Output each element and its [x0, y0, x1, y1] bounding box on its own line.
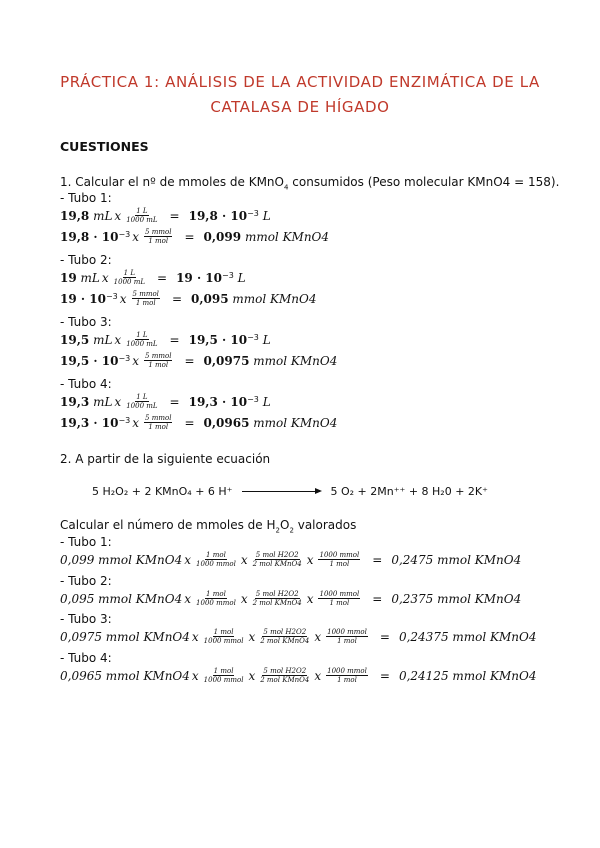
reaction-reactants: 5 H₂O₂ + 2 KMnO₄ + 6 H⁺ [92, 485, 233, 498]
tube-label: - Tubo 2: [60, 253, 112, 267]
mmol-conversion: 19,5 · 10 $^{-3}$ x $\frac{\text{5 mmol}}{\text{1 mol}}$ = 0,0975 mmol KMnO4 [60, 352, 338, 369]
volume-conversion: 19,3 mL x $\frac{1 L}{1000 mL}$ = 19,3 · 10 $^{-3}$ L [60, 393, 271, 410]
title-line-1: PRÁCTICA 1: ANÁLISIS DE LA ACTIVIDAD ENZIMÁTICA DE LA [60, 73, 540, 91]
tube-label: - Tubo 4: [60, 377, 112, 391]
section-heading: CUESTIONES [60, 139, 149, 154]
tube-label: - Tubo 3: [60, 315, 112, 329]
tube-label: - Tubo 1: [60, 191, 112, 205]
h2o2-conversion: 0,0965 mmol KMnO4 x $\frac{\text{1 mol}}{\text{1000 mmol}}$ x $\frac{\text{5 mol H2O2}}{\text{2 mol KMnO4}}$ x $\frac{\text{1000 mmol}}{\text{1 mol}}$ = 0,24125 mmol KMnO4 [60, 667, 537, 684]
tube-label: - Tubo 4: [60, 651, 112, 665]
question-1-text: 1. Calcular el nº de mmoles de KMnO$_4$ consumidos (Peso molecular KMnO4 = 158). [60, 175, 560, 192]
tube-label: - Tubo 2: [60, 574, 112, 588]
reaction-arrow-icon [242, 491, 320, 492]
reaction-products: 5 O₂ + 2Mn⁺⁺ + 8 H₂0 + 2K⁺ [330, 485, 488, 498]
mmol-conversion: 19 · 10 $^{-3}$ x $\frac{\text{5 mmol}}{\text{1 mol}}$ = 0,095 mmol KMnO4 [60, 290, 317, 307]
tube-label: - Tubo 3: [60, 612, 112, 626]
h2o2-conversion: 0,0975 mmol KMnO4 x $\frac{\text{1 mol}}{\text{1000 mmol}}$ x $\frac{\text{5 mol H2O2}}{\text{2 mol KMnO4}}$ x $\frac{\text{1000 mmol}}{\text{1 mol}}$ = 0,24375 mmol KMnO4 [60, 628, 537, 645]
title-line-2: CATALASA DE HÍGADO [210, 98, 390, 116]
mmol-conversion: 19,3 · 10 $^{-3}$ x $\frac{\text{5 mmol}}{\text{1 mol}}$ = 0,0965 mmol KMnO4 [60, 414, 338, 431]
page-title [40, 70, 560, 120]
question-2-calc-text: Calcular el número de mmoles de $H_2O_2$ valorados [60, 518, 357, 535]
tube-label: - Tubo 1: [60, 535, 112, 549]
volume-conversion: 19,8 mL x $\frac{1 L}{1000 mL}$ = 19,8 · 10 $^{-3}$ L [60, 207, 271, 224]
h2o2-conversion: 0,095 mmol KMnO4 x $\frac{\text{1 mol}}{\text{1000 mmol}}$ x $\frac{\text{5 mol H2O2}}{\text{2 mol KMnO4}}$ x $\frac{\text{1000 mmol}}{\text{1 mol}}$ = 0,2375 mmol KMnO4 [60, 590, 522, 607]
chemical-equation [92, 485, 488, 498]
mmol-conversion: 19,8 · 10 $^{-3}$ x $\frac{\text{5 mmol}}{\text{1 mol}}$ = 0,099 mmol KMnO4 [60, 228, 330, 245]
h2o2-conversion: 0,099 mmol KMnO4 x $\frac{\text{1 mol}}{\text{1000 mmol}}$ x $\frac{\text{5 mol H2O2}}{\text{2 mol KMnO4}}$ x $\frac{\text{1000 mmol}}{\text{1 mol}}$ = 0,2475 mmol KMnO4 [60, 551, 522, 568]
volume-conversion: 19,5 mL x $\frac{1 L}{1000 mL}$ = 19,5 · 10 $^{-3}$ L [60, 331, 271, 348]
volume-conversion: 19 mL x $\frac{1 L}{1000 mL}$ = 19 · 10 $^{-3}$ L [60, 269, 246, 286]
question-2-text: 2. A partir de la siguiente ecuación [60, 452, 271, 466]
